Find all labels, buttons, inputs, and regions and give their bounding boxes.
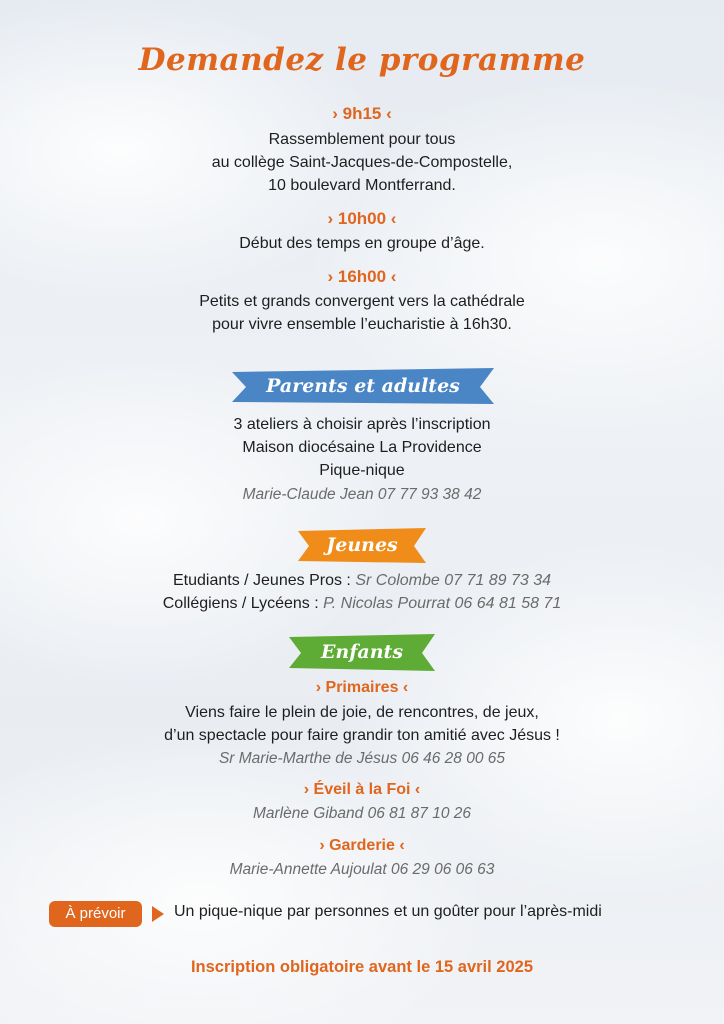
jeunes-row-2-contact: P. Nicolas Pourrat 06 64 81 58 71: [323, 595, 562, 612]
jeunes-row-2: [0, 593, 724, 615]
primaires-heading: › Primaires ‹: [315, 679, 409, 696]
jeunes-row-1-contact: Sr Colombe 07 71 89 73 34: [355, 572, 551, 589]
parents-line-2: Maison diocésaine La Providence: [242, 439, 482, 456]
banner-jeunes-label: Jeunes: [326, 534, 398, 556]
eveil-heading: › Éveil à la Foi ‹: [303, 781, 421, 798]
jeunes-row-1: [0, 570, 724, 592]
primaires-line-1: Viens faire le plein de joie, de rencontres, de jeux,: [185, 704, 539, 721]
banner-jeunes: [298, 528, 426, 564]
jeunes-row-1-label: Etudiants / Jeunes Pros :: [172, 572, 351, 589]
schedule-10h00-line-1: Début des temps en groupe d’âge.: [239, 235, 485, 252]
garderie-contact: Marie-Annette Aujoulat 06 29 06 06 63: [229, 861, 495, 878]
schedule-16h00-line-1: Petits et grands convergent vers la cathédrale: [199, 293, 525, 310]
schedule-9h15-line-1: Rassemblement pour tous: [268, 131, 456, 148]
garderie-heading: › Garderie ‹: [319, 837, 405, 854]
triangle-arrow-icon: [151, 905, 165, 923]
primaires-contact: Sr Marie-Marthe de Jésus 06 46 28 00 65: [218, 750, 506, 767]
schedule-16h00-line-2: pour vivre ensemble l’eucharistie à 16h30.: [212, 316, 512, 333]
banner-enfants-label: Enfants: [320, 641, 404, 663]
parents-line-3: Pique-nique: [319, 462, 405, 479]
page-title: Demandez le programme: [138, 42, 586, 78]
schedule-9h15-line-2: au collège Saint-Jacques-de-Compostelle,: [211, 154, 513, 171]
time-9h15: › 9h15 ‹: [332, 104, 392, 123]
prevoir-text: Un pique-nique par personnes et un goûter pour l’après-midi: [174, 903, 602, 920]
eveil-contact: Marlène Giband 06 81 87 10 26: [252, 805, 472, 822]
registration-deadline: Inscription obligatoire avant le 15 avril 2025: [190, 958, 534, 976]
banner-parents-label: Parents et adultes: [266, 375, 460, 397]
primaires-line-2: d’un spectacle pour faire grandir ton amitié avec Jésus !: [164, 727, 560, 744]
jeunes-row-2-label: Collégiens / Lycéens :: [162, 595, 319, 612]
banner-enfants: [289, 634, 435, 672]
prevoir-badge: À prévoir: [49, 901, 142, 927]
banner-parents: [232, 368, 494, 406]
parents-line-1: 3 ateliers à choisir après l’inscription: [233, 416, 491, 433]
schedule-9h15-line-3: 10 boulevard Montferrand.: [268, 177, 456, 194]
parents-contact: Marie-Claude Jean 07 77 93 38 42: [242, 486, 482, 503]
time-10h00: › 10h00 ‹: [327, 209, 397, 228]
time-16h00: › 16h00 ‹: [327, 267, 397, 286]
